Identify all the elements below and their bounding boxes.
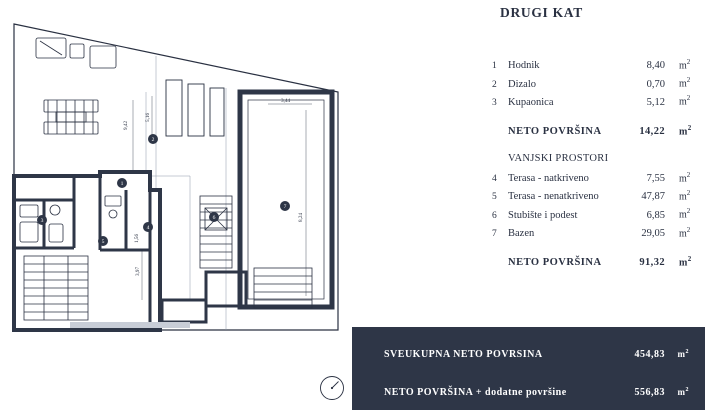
terrace-hatch [70,322,190,328]
table-row [492,171,705,189]
summary-unit: $m^2$ [677,387,689,397]
table-row [492,94,705,112]
summary-label: NETO POVRŠINA + dodatne površine [384,387,567,398]
row-label: Terasa - natkriveno [508,173,589,185]
room-marker-label: 1 [120,181,124,187]
row-value: 5,12 [646,96,665,108]
row-number: 5 [492,192,497,203]
room-marker-label: 3 [40,218,44,224]
row-number: 2 [492,79,497,90]
room-marker-label: 6 [212,215,216,221]
total-label: NETO POVRŠINA [508,125,602,137]
area-table [492,58,705,273]
row-number: 3 [492,97,497,108]
summary-value: 454,83 [634,349,665,360]
row-unit: $m^2$ [679,207,691,221]
row-value: 0,70 [646,78,665,90]
table-row [492,207,705,225]
row-unit: $m^2$ [679,94,691,108]
row-label: Kupaonica [508,96,554,108]
row-unit: $m^2$ [679,76,691,90]
room-marker-label: 4 [146,225,150,231]
dim-label: 5,16 [145,112,151,122]
spacer [492,142,705,153]
row-number: 4 [492,174,497,185]
row-value: 7,55 [646,173,665,185]
row-unit: $m^2$ [679,225,691,239]
section-header-label: VANJSKI PROSTORI [508,152,609,164]
row-unit: $m^2$ [679,170,691,185]
row-value: 8,40 [646,60,665,72]
summary-unit: $m^2$ [677,349,689,359]
summary-row [384,349,689,360]
total-value: 91,32 [639,257,665,269]
room-marker-1 [117,178,127,188]
room-marker-2 [148,134,158,144]
row-number: 7 [492,228,497,239]
total-unit: $m^2$ [679,254,692,269]
summary-row [384,387,689,398]
dim-label: 1,56 [134,233,140,243]
summary-value: 556,83 [634,387,665,398]
spacer [492,244,705,255]
dim-label: 3,44 [281,98,291,104]
interior-walls [14,172,160,330]
table-row [492,189,705,207]
row-label: Terasa - nenatkriveno [508,191,599,203]
spacer [492,113,705,124]
row-number: 6 [492,210,497,221]
row-value: 6,85 [646,209,665,221]
row-unit: $m^2$ [679,58,691,72]
table-row [492,226,705,244]
dim-label: 3,97 [135,266,141,276]
table-row [492,58,705,76]
floor-plan-drawing [0,0,352,410]
room-marker-4 [143,222,153,232]
row-label: Bazen [508,227,535,239]
room-marker-7 [280,201,290,211]
page-title: DRUGI KAT [500,5,583,20]
total-unit: $m^2$ [679,123,692,137]
row-value: 47,87 [641,191,665,203]
summary-bar [352,327,705,410]
room-marker-label: 5 [101,239,105,245]
summary-label: SVEUKUPNA NETO POVRSINA [384,349,543,360]
floor-plan-panel [0,0,352,410]
room-marker-6 [209,212,219,222]
row-label: Hodnik [508,60,540,72]
row-label: Stubište i podest [508,209,578,221]
total-label: NETO POVRŠINA [508,257,602,269]
dim-label: 9,42 [123,120,129,130]
section-header-row [492,153,705,171]
room-marker-label: 7 [283,204,287,210]
room-marker-5 [98,236,108,246]
row-unit: $m^2$ [679,189,691,203]
row-value: 29,05 [641,227,665,239]
room-marker-label: 2 [151,137,155,143]
dim-label: 8,24 [298,212,304,222]
total-exterior-row [492,255,705,273]
table-row [492,76,705,94]
room-marker-3 [37,215,47,225]
roof-edge [16,26,336,96]
compass-icon [319,375,345,401]
total-interior-row [492,124,705,142]
row-number: 1 [492,61,497,72]
total-value: 14,22 [639,125,665,137]
row-label: Dizalo [508,78,536,90]
